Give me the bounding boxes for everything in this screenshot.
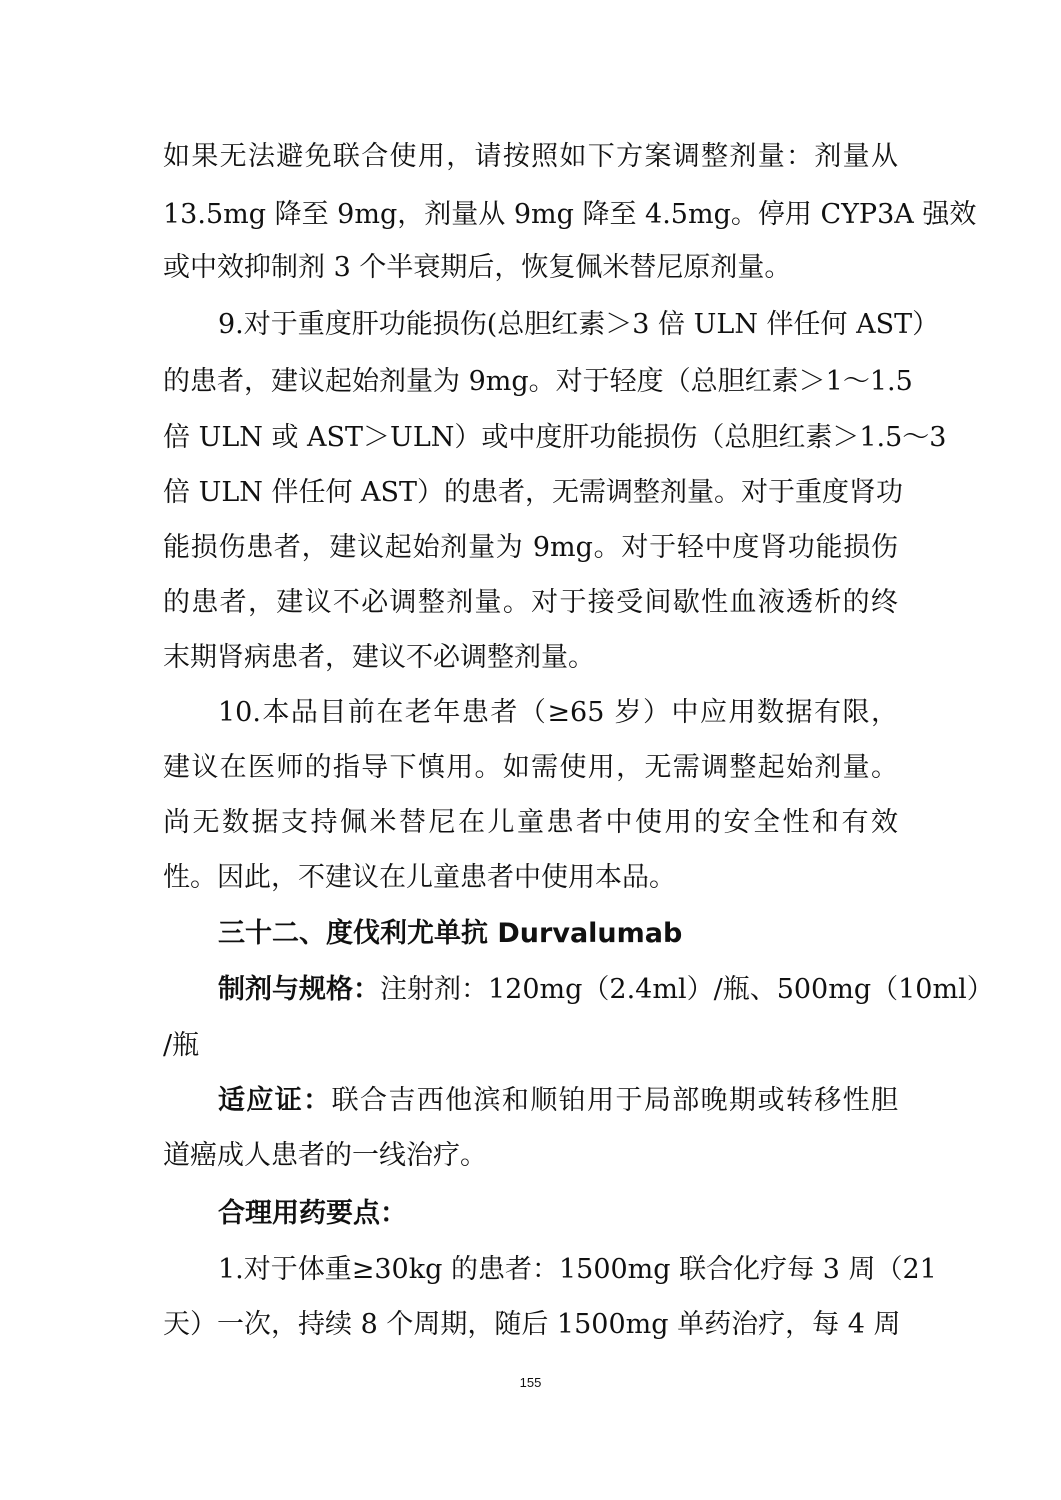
body-text-line: 倍 ULN 或 AST＞ULN）或中度肝功能损伤（总胆红素＞1.5～3 <box>163 422 947 453</box>
indication-label: 适应证： <box>218 1085 332 1116</box>
body-text-line: 10.本品目前在老年患者（≥65 岁）中应用数据有限， <box>218 697 898 728</box>
body-text-line: 9.对于重度肝功能损伤(总胆红素＞3 倍 ULN 伴任何 AST） <box>218 309 940 340</box>
body-text-line: 如果无法避免联合使用，请按照如下方案调整剂量：剂量从 <box>163 141 898 172</box>
spec-text: 注射剂：120mg（2.4ml）/瓶、500mg（10ml） <box>380 974 994 1005</box>
body-text-line: 的患者，建议不必调整剂量。对于接受间歇性血液透析的终 <box>163 587 898 618</box>
spec-continuation: /瓶 <box>163 1030 200 1061</box>
body-text-line: 1.对于体重≥30kg 的患者：1500mg 联合化疗每 3 周（21 <box>218 1254 937 1285</box>
body-text-line: 天）一次，持续 8 个周期，随后 1500mg 单药治疗，每 4 周 <box>163 1309 901 1340</box>
body-text-line: 能损伤患者，建议起始剂量为 9mg。对于轻中度肾功能损伤 <box>163 532 898 563</box>
body-text-line: 尚无数据支持佩米替尼在儿童患者中使用的安全性和有效 <box>163 807 898 838</box>
spec-line <box>218 970 994 1010</box>
indication-text: 联合吉西他滨和顺铂用于局部晚期或转移性胆 <box>331 1085 899 1116</box>
body-text-line: 性。因此，不建议在儿童患者中使用本品。 <box>163 862 676 893</box>
body-text-line: 末期肾病患者，建议不必调整剂量。 <box>163 642 595 673</box>
body-text-line: 13.5mg 降至 9mg，剂量从 9mg 降至 4.5mg。停用 CYP3A 强效 <box>163 199 977 230</box>
key-points-title: 合理用药要点： <box>218 1198 407 1229</box>
body-text-line: 的患者，建议起始剂量为 9mg。对于轻度（总胆红素＞1～1.5 <box>163 366 913 397</box>
body-text-line: 建议在医师的指导下慎用。如需使用，无需调整起始剂量。 <box>163 752 898 783</box>
body-text-line: 倍 ULN 伴任何 AST）的患者，无需调整剂量。对于重度肾功 <box>163 477 904 508</box>
indication-line <box>218 1081 898 1121</box>
indication-continuation: 道癌成人患者的一线治疗。 <box>163 1140 487 1171</box>
spec-label: 制剂与规格： <box>218 974 380 1005</box>
page-number: 155 <box>519 1375 542 1390</box>
body-text-line: 或中效抑制剂 3 个半衰期后，恢复佩米替尼原剂量。 <box>163 252 792 283</box>
section-title: 三十二、度伐利尤单抗 Durvalumab <box>218 918 683 949</box>
